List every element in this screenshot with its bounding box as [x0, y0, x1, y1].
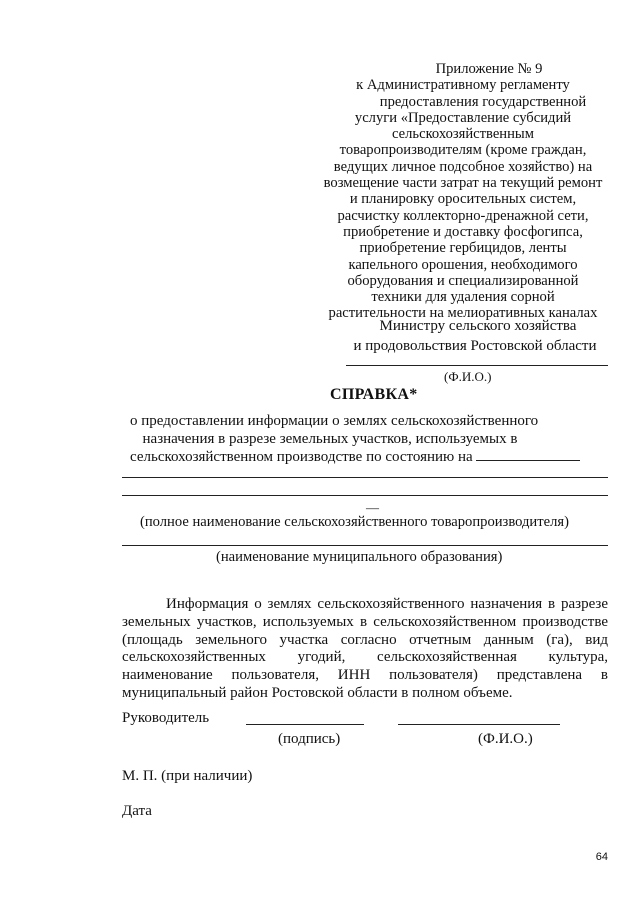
annex-title: Приложение № 9 — [435, 61, 543, 77]
body-line: (площадь земельного участка согласно отчетным данным (га), вид — [122, 631, 608, 648]
producer-caption: (полное наименование сельскохозяйственного товаропроизводителя) — [140, 514, 569, 530]
subject-line — [130, 448, 530, 466]
subject-line: назначения в разрезе земельных участков, используемых в — [142, 431, 518, 447]
annex-line: товаропроизводителям (кроме граждан, — [339, 142, 587, 159]
annex-line: приобретение гербицидов, ленты — [359, 240, 567, 257]
addressee-fio-caption: (Ф.И.О.) — [444, 369, 492, 384]
body-line: земельных участков, используемых в сельскохозяйственном производстве — [122, 613, 608, 630]
body-line: муниципальный район Ростовской области в полном объеме. — [122, 684, 513, 701]
annex-line: и планировку оросительных систем, — [349, 191, 577, 208]
annex-line: услуги «Предоставление субсидий — [354, 109, 572, 126]
annex-line: ведущих личное подсобное хозяйство) на — [333, 158, 593, 175]
body-paragraph — [122, 596, 608, 703]
producer-blank-line-1[interactable] — [122, 477, 608, 478]
subject-line-text: сельскохозяйственном производстве по состоянию на — [130, 449, 473, 465]
date-blank-field[interactable] — [476, 460, 580, 461]
annex-line: оборудования и специализированной — [347, 272, 579, 289]
head-fio-blank-line[interactable] — [398, 724, 560, 725]
body-line: наименование пользователя, ИНН пользователя) представлена в — [122, 667, 608, 684]
annex-line: капельного орошения, необходимого — [348, 256, 578, 273]
annex-line: возмещение части затрат на текущий ремонт — [323, 175, 603, 192]
municipality-caption: (наименование муниципального образования) — [216, 549, 503, 565]
municipality-blank-line[interactable] — [122, 545, 608, 546]
annex-header — [318, 61, 608, 322]
certificate-subject — [130, 412, 539, 466]
addressee-line-1: Министру сельского хозяйства — [379, 318, 577, 334]
subject-line: о предоставлении информации о землях сельскохозяйственного — [130, 413, 539, 429]
body-line: Информация о землях сельскохозяйственного назначения в разрезе — [166, 596, 608, 612]
producer-blank-dash: — — [366, 500, 379, 515]
head-label: Руководитель — [122, 710, 210, 726]
producer-blank-line-2[interactable] — [122, 495, 608, 496]
signature-caption: (подпись) — [278, 731, 341, 747]
signature-blank-line[interactable] — [246, 724, 364, 725]
stamp-label: М. П. (при наличии) — [122, 768, 253, 784]
annex-line: предоставления государственной — [379, 93, 587, 110]
addressee-line-2: и продовольствия Ростовской области — [353, 338, 597, 354]
body-line: сельскохозяйственных угодий, сельскохозяйственная культура, — [122, 649, 608, 666]
annex-line: растительности на мелиоративных каналах — [328, 305, 598, 322]
head-fio-caption: (Ф.И.О.) — [478, 731, 533, 747]
page-number: 64 — [595, 851, 608, 863]
annex-line: приобретение и доставку фосфогипса, — [343, 223, 583, 240]
annex-line: сельскохозяйственным — [392, 126, 534, 143]
addressee-fio-line[interactable] — [346, 365, 608, 366]
annex-line: техники для удаления сорной — [371, 289, 555, 306]
addressee-block — [330, 316, 620, 356]
annex-line: расчистку коллекторно-дренажной сети, — [337, 207, 589, 224]
date-label: Дата — [122, 803, 152, 819]
certificate-title: СПРАВКА* — [330, 386, 418, 403]
annex-line: к Административному регламенту — [356, 77, 570, 94]
